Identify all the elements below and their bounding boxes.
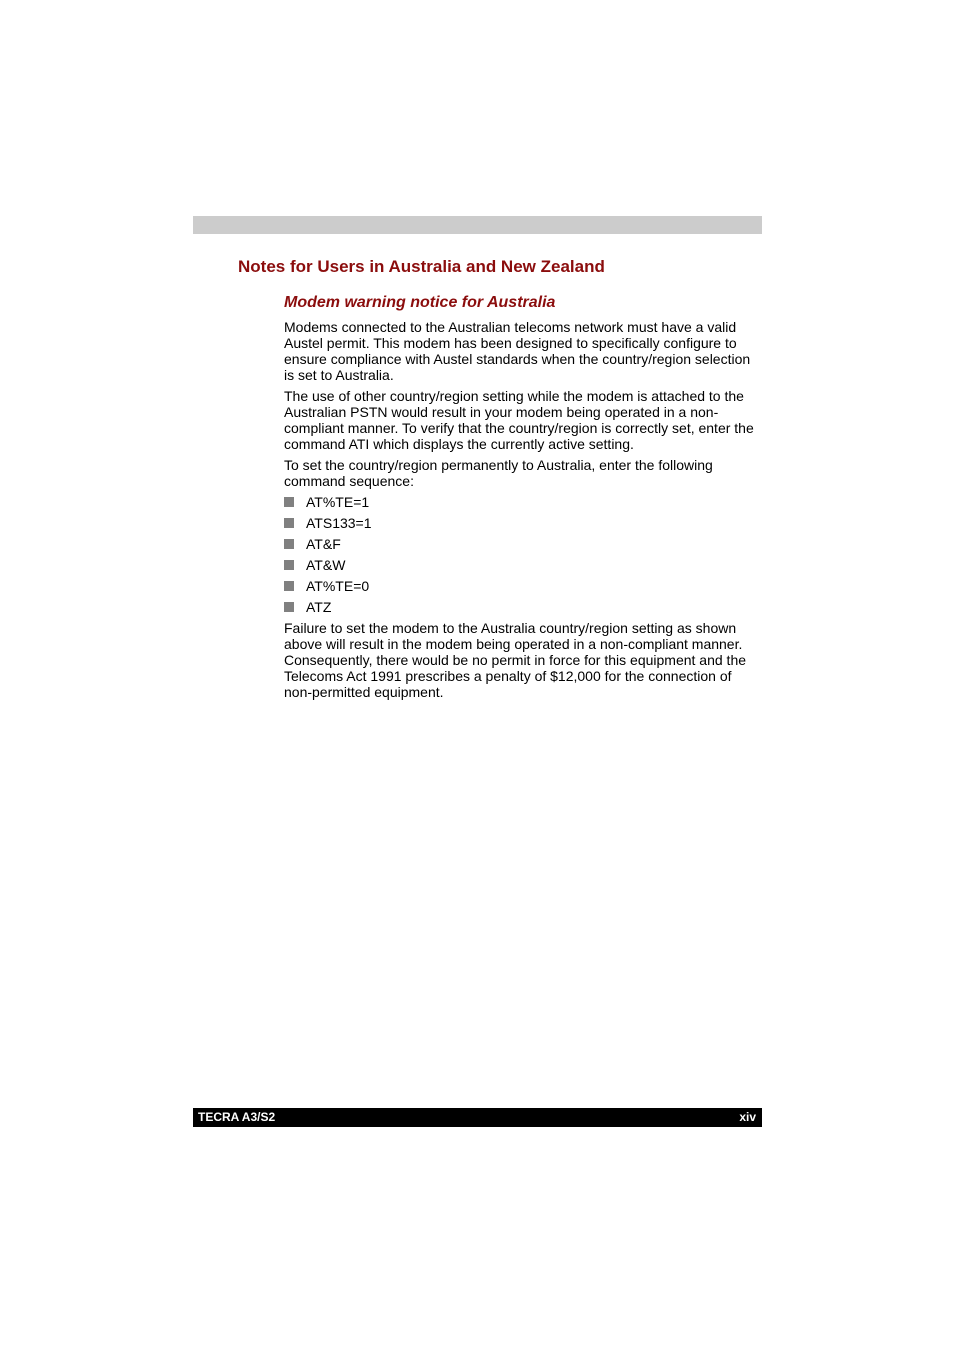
command-text: ATZ xyxy=(306,599,332,615)
command-list xyxy=(284,494,762,615)
footer-page-number: xiv xyxy=(739,1110,756,1124)
square-bullet-icon xyxy=(284,539,294,549)
square-bullet-icon xyxy=(284,602,294,612)
square-bullet-icon xyxy=(284,497,294,507)
command-item xyxy=(284,515,762,531)
command-text: AT&W xyxy=(306,557,346,573)
paragraph-command-intro: To set the country/region permanently to Australia, enter the following command sequence: xyxy=(284,457,713,489)
command-item xyxy=(284,599,762,615)
square-bullet-icon xyxy=(284,518,294,528)
paragraph-other-setting: The use of other country/region setting while the modem is attached to the Australian PSTN would result in your modem being operated in a non-compliant manner. To verify that the country/region is correctly set, enter the command ATI which displays the currently active setting. xyxy=(284,388,754,452)
footer-bar xyxy=(193,1108,762,1127)
paragraph-austel-permit: Modems connected to the Australian telecoms network must have a valid Austel permit. This modem has been designed to specifically configure to ensure compliance with Austel standards when the country/region selection is set to Australia. xyxy=(284,319,751,383)
subsection-title: Modem warning notice for Australia xyxy=(284,294,556,311)
square-bullet-icon xyxy=(284,581,294,591)
paragraph-penalty: Failure to set the modem to the Australia country/region setting as shown above will result in the modem being operated in a non-compliant manner. Consequently, there would be no permit in force for this equipment and the Telecoms Act 1991 prescribes a penalty of $12,000 for the connection of non-permitted equipment. xyxy=(284,620,747,700)
command-item xyxy=(284,557,762,573)
footer-model: TECRA A3/S2 xyxy=(198,1110,276,1124)
command-item xyxy=(284,578,762,594)
body-text xyxy=(284,319,762,705)
command-text: AT%TE=1 xyxy=(306,494,370,510)
command-text: AT%TE=0 xyxy=(306,578,370,594)
command-item xyxy=(284,536,762,552)
command-text: ATS133=1 xyxy=(306,515,372,531)
section-title: Notes for Users in Australia and New Zealand xyxy=(238,257,605,276)
command-item xyxy=(284,494,762,510)
header-bar xyxy=(193,216,762,234)
square-bullet-icon xyxy=(284,560,294,570)
command-text: AT&F xyxy=(306,536,341,552)
